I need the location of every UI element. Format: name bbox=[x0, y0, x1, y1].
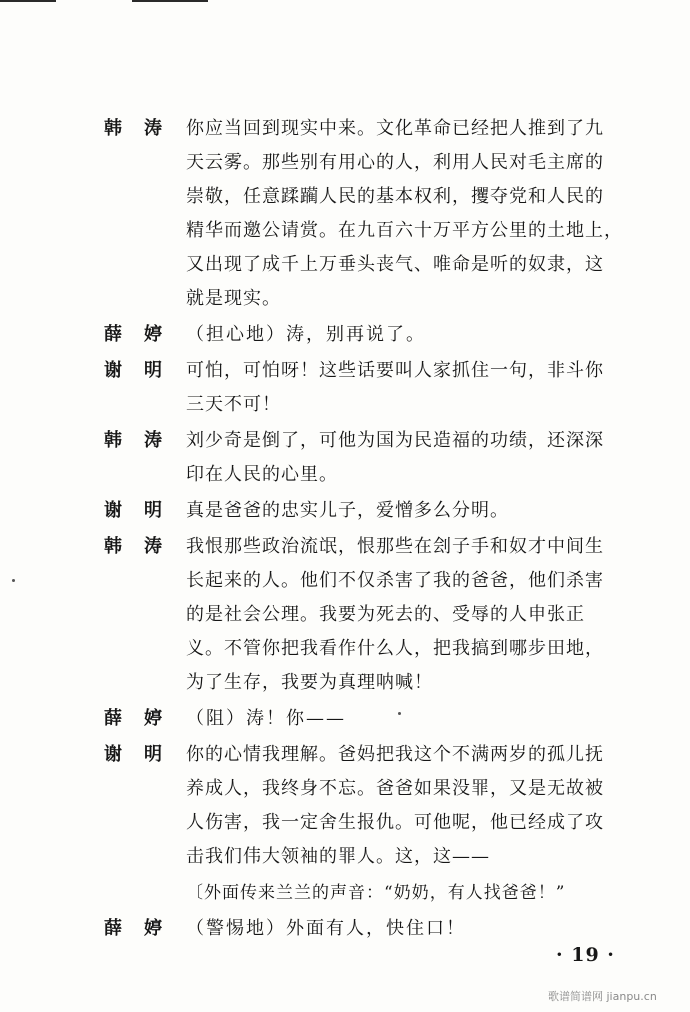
page-number: · 19 · bbox=[556, 944, 615, 966]
speaker-name: 韩涛 bbox=[104, 430, 184, 451]
dialogue-line: （担心地）涛，别再说了。 bbox=[186, 324, 426, 345]
scan-speck bbox=[12, 579, 15, 582]
speaker-name: 谢明 bbox=[104, 744, 184, 765]
dialogue-line: 刘少奇是倒了，可他为国为民造福的功绩，还深深 bbox=[186, 430, 604, 451]
dialogue-line: 又出现了成千上万垂头丧气、唯命是听的奴隶，这 bbox=[186, 254, 604, 275]
script-body bbox=[104, 112, 664, 946]
dialogue-line: 精华而邀公请赏。在九百六十万平方公里的土地上， bbox=[186, 220, 623, 241]
stage-direction-row bbox=[104, 876, 664, 910]
dialogue-entry bbox=[104, 738, 664, 874]
dialogue-line: 天云雾。那些别有用心的人，利用人民对毛主席的 bbox=[186, 152, 604, 173]
dialogue-line: 崇敬，任意蹂躏人民的基本权利，攫夺党和人民的 bbox=[186, 186, 604, 207]
dialogue-line: 你应当回到现实中来。文化革命已经把人推到了九 bbox=[186, 118, 604, 139]
dialogue-entry bbox=[104, 112, 664, 316]
dialogue-entry bbox=[104, 354, 664, 422]
dialogue-line: 印在人民的心里。 bbox=[186, 464, 338, 485]
dialogue-entry bbox=[104, 318, 664, 352]
speaker-name: 谢明 bbox=[104, 500, 184, 521]
dialogue-line: 人伤害，我一定舍生报仇。可他呢，他已经成了攻 bbox=[186, 812, 604, 833]
dialogue-entry bbox=[104, 702, 664, 736]
dialogue-line: 义。不管你把我看作什么人，把我搞到哪步田地， bbox=[186, 638, 604, 659]
dialogue-entry bbox=[104, 530, 664, 700]
dialogue-line: 我恨那些政治流氓，恨那些在刽子手和奴才中间生 bbox=[186, 536, 604, 557]
dialogue-line: 养成人，我终身不忘。爸爸如果没罪，又是无故被 bbox=[186, 778, 604, 799]
dialogue-line: 就是现实。 bbox=[186, 288, 281, 309]
speaker-name: 薛婷 bbox=[104, 918, 184, 939]
dialogue-line: 可怕，可怕呀！这些话要叫人家抓住一句，非斗你 bbox=[186, 360, 604, 381]
dialogue-entry bbox=[104, 912, 664, 946]
top-rule-left bbox=[0, 0, 56, 2]
dialogue-line: （警惕地）外面有人，快住口！ bbox=[186, 918, 466, 939]
top-rule-right bbox=[132, 0, 208, 2]
dialogue-line: 三天不可！ bbox=[186, 394, 281, 415]
dialogue-line: 击我们伟大领袖的罪人。这，这—— bbox=[186, 846, 490, 867]
speaker-name: 韩涛 bbox=[104, 536, 184, 557]
watermark: 歌谱简谱网 jianpu.cn bbox=[548, 990, 657, 1003]
speaker-name: 薛婷 bbox=[104, 708, 184, 729]
stage-direction: 〔外面传来兰兰的声音：“奶奶，有人找爸爸！” bbox=[186, 883, 566, 903]
speaker-name: 谢明 bbox=[104, 360, 184, 381]
speaker-name: 韩涛 bbox=[104, 118, 184, 139]
dialogue-entry bbox=[104, 424, 664, 492]
speaker-name: 薛婷 bbox=[104, 324, 184, 345]
dialogue-line: （阻）涛！你—— bbox=[186, 708, 346, 729]
dialogue-line: 的是社会公理。我要为死去的、受辱的人申张正 bbox=[186, 604, 585, 625]
dialogue-line: 长起来的人。他们不仅杀害了我的爸爸，他们杀害 bbox=[186, 570, 604, 591]
dialogue-line: 你的心情我理解。爸妈把我这个不满两岁的孤儿抚 bbox=[186, 744, 604, 765]
dialogue-entry bbox=[104, 494, 664, 528]
dialogue-line: 为了生存，我要为真理呐喊！ bbox=[186, 672, 433, 693]
dialogue-line: 真是爸爸的忠实儿子，爱憎多么分明。 bbox=[186, 500, 509, 521]
